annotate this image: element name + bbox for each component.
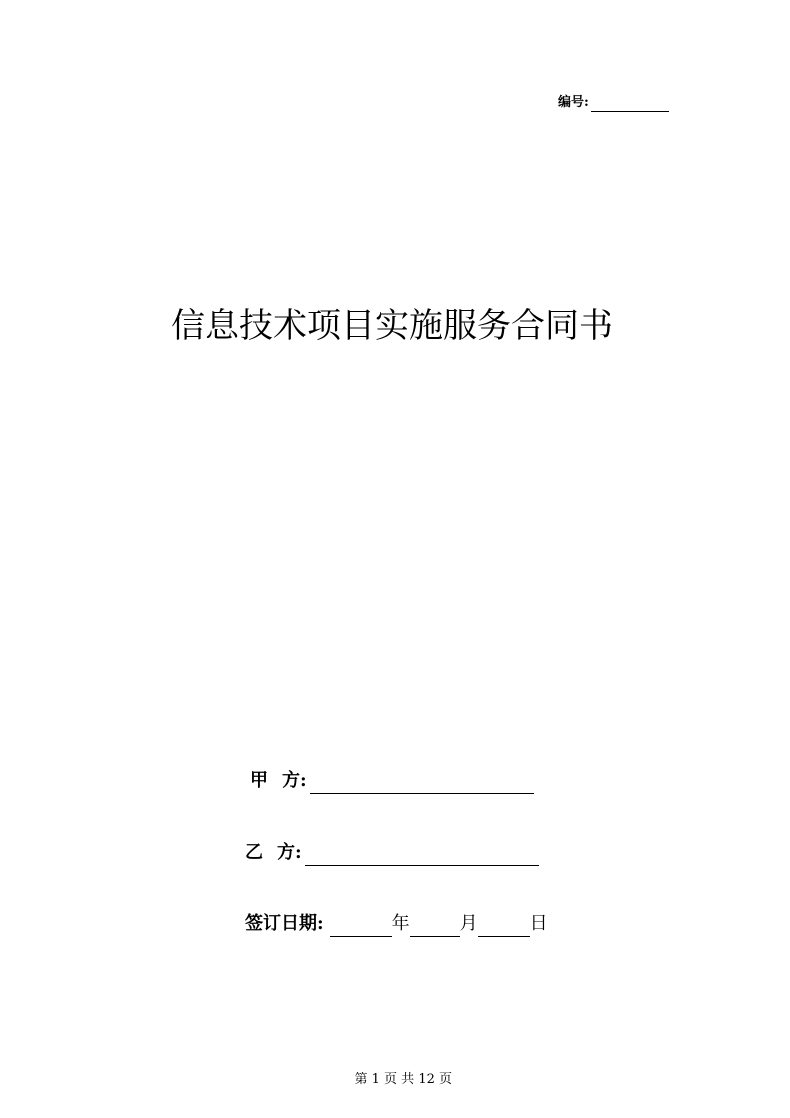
contract-number-label: 编号: xyxy=(558,95,589,110)
document-title xyxy=(0,302,790,350)
party-b-blank xyxy=(305,847,539,866)
year-unit: 年 xyxy=(391,913,410,934)
signing-date-field xyxy=(245,911,548,937)
party-a-blank xyxy=(310,775,534,794)
day-unit: 日 xyxy=(529,913,548,934)
party-b-label-1: 乙 xyxy=(245,842,263,863)
page-footer xyxy=(0,1053,790,1107)
party-b-label-2: 方: xyxy=(277,842,302,863)
party-a-label-2: 方: xyxy=(282,770,307,791)
month-blank xyxy=(410,918,460,937)
month-unit: 月 xyxy=(459,913,478,934)
party-a-label-1: 甲 xyxy=(250,770,268,791)
contract-number-field xyxy=(558,94,669,112)
signing-date-label: 签订日期: xyxy=(245,913,324,934)
year-blank xyxy=(330,918,392,937)
contract-number-blank xyxy=(591,98,669,112)
day-blank xyxy=(478,918,530,937)
party-b-field xyxy=(245,840,539,866)
page-number: 第 1 页 共 12 页 xyxy=(354,1072,452,1087)
document-title-text: 信息技术项目实施服务合同书 xyxy=(171,306,613,346)
party-a-field xyxy=(250,768,534,794)
